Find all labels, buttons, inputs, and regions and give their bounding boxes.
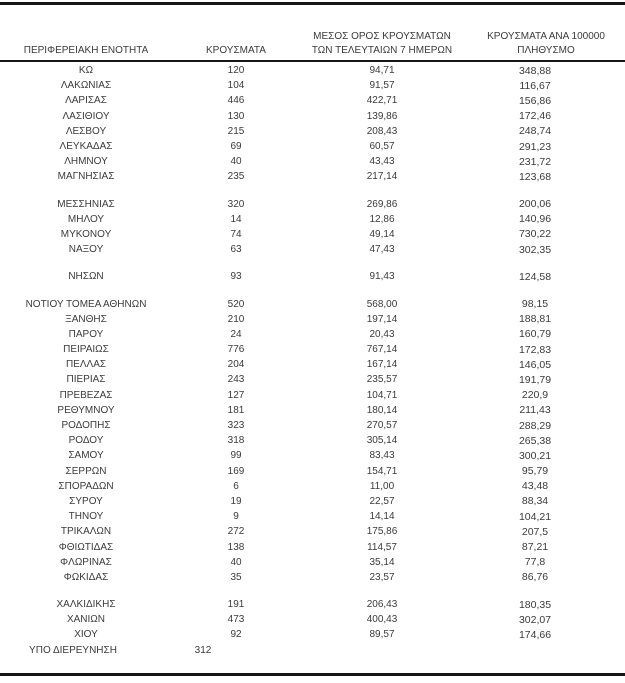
cases-cell: 63 (230, 244, 242, 256)
filler-cell (606, 494, 625, 509)
avg7-cell: 35,14 (369, 556, 395, 568)
bottom-rule (0, 673, 625, 676)
spacer-cell (0, 585, 625, 597)
filler-cell (606, 479, 625, 494)
avg7-cell: 206,43 (366, 599, 398, 611)
table-row (0, 93, 625, 108)
filler-cell (606, 509, 625, 524)
table-row (0, 342, 625, 357)
spacer-row (0, 185, 625, 197)
column-header-avg7 (300, 30, 464, 58)
per100k-cell: 77,8 (524, 556, 546, 569)
cases-cell: 9 (233, 511, 239, 523)
filler-cell (606, 124, 625, 139)
filler-cell (606, 242, 625, 257)
region-cell: ΦΛΩΡΙΝΑΣ (60, 556, 112, 568)
avg7-cell: 14,14 (369, 511, 395, 523)
avg7-cell: 91,43 (369, 271, 395, 283)
avg7-cell: 154,71 (366, 465, 398, 477)
region-cell: ΣΑΜΟΥ (68, 450, 104, 462)
cases-cell: 19 (230, 495, 242, 507)
filler-cell (606, 296, 625, 311)
avg7-cell: 400,43 (366, 614, 398, 626)
column-header-per100k-line2: ΠΛΗΘΥΣΜΟ (517, 45, 575, 56)
cases-cell: 99 (230, 450, 242, 462)
per100k-cell (464, 643, 606, 658)
avg7-cell: 167,14 (366, 359, 398, 371)
avg7-cell: 197,14 (366, 313, 398, 325)
filler-cell (606, 212, 625, 227)
table-row (0, 154, 625, 169)
cases-cell: 104 (227, 80, 245, 92)
per100k-cell: 302,07 (518, 613, 552, 626)
table-row (0, 372, 625, 387)
avg7-cell: 767,14 (366, 344, 398, 356)
header-rule (0, 60, 625, 62)
cases-cell: 318 (227, 435, 245, 447)
filler-cell (606, 403, 625, 418)
cases-cell: 446 (227, 95, 245, 107)
cases-cell: 69 (230, 141, 242, 153)
region-cell: ΜΥΚΟΝΟΥ (60, 228, 112, 240)
spacer-cell (0, 185, 625, 197)
column-header-per100k-line1: ΚΡΟΥΣΜΑΤΑ ΑΝΑ 100000 (487, 31, 605, 42)
filler-cell (606, 139, 625, 154)
per100k-cell: 300,21 (518, 449, 552, 462)
avg7-cell: 12,86 (369, 213, 395, 225)
filler-cell (606, 524, 625, 539)
region-cell: ΝΑΞΟΥ (68, 244, 104, 256)
filler-cell (606, 570, 625, 585)
avg7-cell: 175,86 (366, 526, 398, 538)
region-cell: ΛΕΣΒΟΥ (65, 125, 107, 137)
per100k-cell: 140,96 (518, 213, 552, 226)
column-header-avg7-line1: ΜΕΣΟΣ ΟΡΟΣ ΚΡΟΥΣΜΑΤΩΝ (313, 31, 451, 42)
cases-cell: 138 (227, 541, 245, 553)
avg7-cell: 60,57 (369, 141, 395, 153)
cases-cell: 191 (227, 599, 245, 611)
cases-table (0, 63, 625, 658)
filler-cell (606, 169, 625, 184)
region-cell: ΧΑΝΙΩΝ (66, 614, 106, 626)
table-row (0, 357, 625, 372)
per100k-cell: 174,66 (518, 628, 552, 641)
table-row (0, 627, 625, 642)
table-row (0, 555, 625, 570)
cases-cell: 312 (194, 644, 212, 656)
per100k-cell: 207,5 (521, 525, 549, 538)
cases-cell: 776 (227, 344, 245, 356)
avg7-cell: 217,14 (366, 171, 398, 183)
cases-cell: 14 (230, 213, 242, 225)
spacer-cell (0, 284, 625, 296)
column-header-per100k (464, 30, 625, 58)
region-cell: ΡΟΔΟΠΗΣ (61, 420, 111, 432)
table-row (0, 643, 625, 658)
region-cell: ΤΡΙΚΑΛΩΝ (60, 526, 112, 538)
region-cell: ΛΕΥΚΑΔΑΣ (59, 141, 113, 153)
region-cell: ΥΠΟ ΔΙΕΡΕΥΝΗΣΗ (29, 644, 117, 656)
region-cell: ΠΕΙΡΑΙΩΣ (63, 344, 109, 356)
region-cell: ΦΩΚΙΔΑΣ (63, 571, 109, 583)
table-row (0, 464, 625, 479)
region-cell: ΡΕΘΥΜΝΟΥ (57, 404, 115, 416)
table-row (0, 327, 625, 342)
filler-cell (606, 643, 625, 658)
filler-cell (606, 433, 625, 448)
filler-cell (606, 627, 625, 642)
avg7-cell: 91,57 (369, 80, 395, 92)
per100k-cell: 160,79 (518, 328, 552, 341)
avg7-cell: 94,71 (369, 65, 395, 77)
avg7-cell: 20,43 (369, 328, 395, 340)
filler-cell (606, 109, 625, 124)
region-cell: ΧΙΟΥ (74, 629, 98, 641)
per100k-cell: 220,9 (521, 389, 549, 402)
per100k-cell: 86,76 (521, 571, 549, 584)
spacer-row (0, 284, 625, 296)
table-row (0, 139, 625, 154)
table-row (0, 539, 625, 554)
filler-cell (606, 612, 625, 627)
cases-cell: 272 (227, 526, 245, 538)
cases-cell: 40 (230, 156, 242, 168)
table-row (0, 212, 625, 227)
region-cell: ΠΡΕΒΕΖΑΣ (59, 389, 113, 401)
cases-cell: 243 (227, 374, 245, 386)
per100k-cell: 43,48 (521, 480, 549, 493)
avg7-cell: 23,57 (369, 571, 395, 583)
column-header-avg7-line2: ΤΩΝ ΤΕΛΕΥΤΑΙΩΝ 7 ΗΜΕΡΩΝ (311, 45, 453, 56)
cases-table-body (0, 63, 625, 658)
filler-cell (606, 555, 625, 570)
avg7-cell: 208,43 (366, 125, 398, 137)
cases-cell: 204 (227, 359, 245, 371)
avg7-cell: 22,57 (369, 495, 395, 507)
filler-cell (606, 227, 625, 242)
avg7-cell: 422,71 (366, 95, 398, 107)
avg7-cell: 47,43 (369, 244, 395, 256)
region-cell: ΣΥΡΟΥ (69, 495, 103, 507)
avg7-cell: 83,43 (369, 450, 395, 462)
per100k-cell: 88,34 (521, 495, 549, 508)
table-row (0, 197, 625, 212)
region-cell: ΛΑΣΙΘΙΟΥ (62, 110, 110, 122)
per100k-cell: 123,68 (518, 170, 552, 183)
avg7-cell: 235,57 (366, 374, 398, 386)
region-cell: ΛΗΜΝΟΥ (64, 156, 108, 168)
table-row (0, 269, 625, 284)
region-cell: ΧΑΛΚΙΔΙΚΗΣ (56, 599, 116, 611)
per100k-cell: 87,21 (521, 541, 549, 554)
region-cell: ΣΠΟΡΑΔΩΝ (58, 480, 114, 492)
table-row (0, 169, 625, 184)
cases-cell: 120 (227, 65, 245, 77)
spacer-cell (0, 257, 625, 269)
per100k-cell: 156,86 (518, 94, 552, 107)
table-row (0, 597, 625, 612)
table-row (0, 509, 625, 524)
per100k-cell: 116,67 (519, 79, 551, 92)
table-row (0, 388, 625, 403)
avg7-cell: 305,14 (366, 435, 398, 447)
cases-cell: 74 (230, 228, 242, 240)
per100k-cell: 104,21 (518, 510, 552, 523)
per100k-cell: 191,79 (518, 373, 552, 386)
table-row (0, 479, 625, 494)
filler-cell (606, 342, 625, 357)
table-row (0, 296, 625, 311)
region-cell: ΞΑΝΘΗΣ (65, 313, 107, 325)
filler-cell (606, 327, 625, 342)
table-row (0, 418, 625, 433)
avg7-cell (300, 643, 464, 658)
per100k-cell: 180,35 (518, 598, 552, 611)
region-cell: ΦΘΙΩΤΙΔΑΣ (58, 541, 114, 553)
avg7-cell: 269,86 (366, 198, 398, 210)
spacer-row (0, 585, 625, 597)
per100k-cell: 231,72 (518, 155, 552, 168)
table-row (0, 63, 625, 78)
filler-cell (606, 312, 625, 327)
top-rule (0, 2, 625, 5)
cases-cell: 215 (227, 125, 245, 137)
cases-cell: 520 (227, 298, 245, 310)
filler-cell (606, 269, 625, 284)
cases-cell: 210 (227, 313, 245, 325)
table-row (0, 312, 625, 327)
per100k-cell: 95,79 (521, 465, 549, 478)
region-cell: ΚΩ (78, 65, 94, 77)
filler-cell (606, 372, 625, 387)
region-cell: ΛΑΚΩΝΙΑΣ (60, 80, 112, 92)
avg7-cell: 11,00 (369, 480, 395, 492)
per100k-cell: 172,83 (518, 343, 552, 356)
region-cell: ΝΟΤΙΟΥ ΤΟΜΕΑ ΑΘΗΝΩΝ (25, 298, 147, 310)
cases-cell: 130 (227, 110, 245, 122)
table-row (0, 494, 625, 509)
avg7-cell: 180,14 (366, 404, 398, 416)
region-cell: ΜΕΣΣΗΝΙΑΣ (57, 198, 115, 210)
per100k-cell: 146,05 (518, 358, 552, 371)
region-cell: ΝΗΣΩΝ (68, 271, 104, 283)
table-row (0, 403, 625, 418)
per100k-cell: 730,22 (518, 228, 552, 241)
avg7-cell: 104,71 (366, 389, 398, 401)
filler-cell (606, 448, 625, 463)
region-cell: ΡΟΔΟΥ (68, 435, 104, 447)
per100k-cell: 98,15 (521, 298, 549, 311)
cases-cell: 127 (227, 389, 245, 401)
per100k-cell: 248,74 (518, 125, 552, 138)
region-cell: ΠΑΡΟΥ (68, 328, 104, 340)
avg7-cell: 568,00 (366, 298, 398, 310)
filler-cell (606, 597, 625, 612)
filler-cell (606, 418, 625, 433)
filler-cell (606, 78, 625, 93)
table-row (0, 227, 625, 242)
table-row (0, 433, 625, 448)
cases-cell: 35 (230, 571, 242, 583)
per100k-cell: 211,43 (519, 404, 551, 417)
spacer-row (0, 257, 625, 269)
column-header-cases: ΚΡΟΥΣΜΑΤΑ (206, 45, 266, 56)
table-row (0, 612, 625, 627)
region-cell: ΜΗΛΟΥ (67, 213, 105, 225)
filler-cell (606, 93, 625, 108)
table-row (0, 448, 625, 463)
avg7-cell: 114,57 (367, 541, 397, 553)
filler-cell (606, 539, 625, 554)
region-cell: ΜΑΓΝΗΣΙΑΣ (57, 171, 115, 183)
cases-cell: 40 (230, 556, 242, 568)
per100k-cell: 172,46 (518, 110, 552, 123)
avg7-cell: 43,43 (369, 156, 395, 168)
table-row (0, 78, 625, 93)
region-cell: ΣΕΡΡΩΝ (65, 465, 107, 477)
region-cell: ΤΗΝΟΥ (68, 511, 104, 523)
filler-cell (606, 464, 625, 479)
per100k-cell: 288,29 (518, 419, 552, 432)
avg7-cell: 49,14 (369, 228, 395, 240)
per100k-cell: 291,23 (518, 140, 552, 153)
region-cell: ΛΑΡΙΣΑΣ (65, 95, 107, 107)
table-row (0, 242, 625, 257)
per100k-cell: 124,58 (518, 270, 552, 283)
table-row (0, 109, 625, 124)
cases-cell: 323 (227, 420, 245, 432)
table-row (0, 570, 625, 585)
avg7-cell: 270,57 (366, 420, 398, 432)
avg7-cell: 89,57 (369, 629, 395, 641)
cases-cell: 169 (227, 465, 245, 477)
per100k-cell: 302,35 (518, 243, 552, 256)
per100k-cell: 188,81 (518, 313, 552, 326)
filler-cell (606, 357, 625, 372)
avg7-cell: 139,86 (366, 110, 398, 122)
filler-cell (606, 388, 625, 403)
region-cell: ΠΙΕΡΙΑΣ (66, 374, 106, 386)
per100k-cell: 200,06 (518, 198, 552, 211)
table-row (0, 124, 625, 139)
table-row (0, 524, 625, 539)
cases-cell: 93 (230, 271, 242, 283)
per100k-cell: 348,88 (518, 64, 552, 77)
cases-cell: 235 (227, 171, 245, 183)
filler-cell (606, 197, 625, 212)
cases-cell: 6 (233, 480, 239, 492)
cases-cell: 473 (227, 614, 245, 626)
region-cell: ΠΕΛΛΑΣ (65, 359, 107, 371)
cases-cell: 92 (230, 629, 242, 641)
cases-cell: 320 (227, 198, 245, 210)
filler-cell (606, 154, 625, 169)
per100k-cell: 265,38 (518, 434, 552, 447)
cases-cell: 181 (227, 404, 245, 416)
cases-cell: 24 (230, 328, 242, 340)
column-header-region: ΠΕΡΙΦΕΡΕΙΑΚΗ ΕΝΟΤΗΤΑ (23, 45, 149, 56)
filler-cell (606, 63, 625, 78)
